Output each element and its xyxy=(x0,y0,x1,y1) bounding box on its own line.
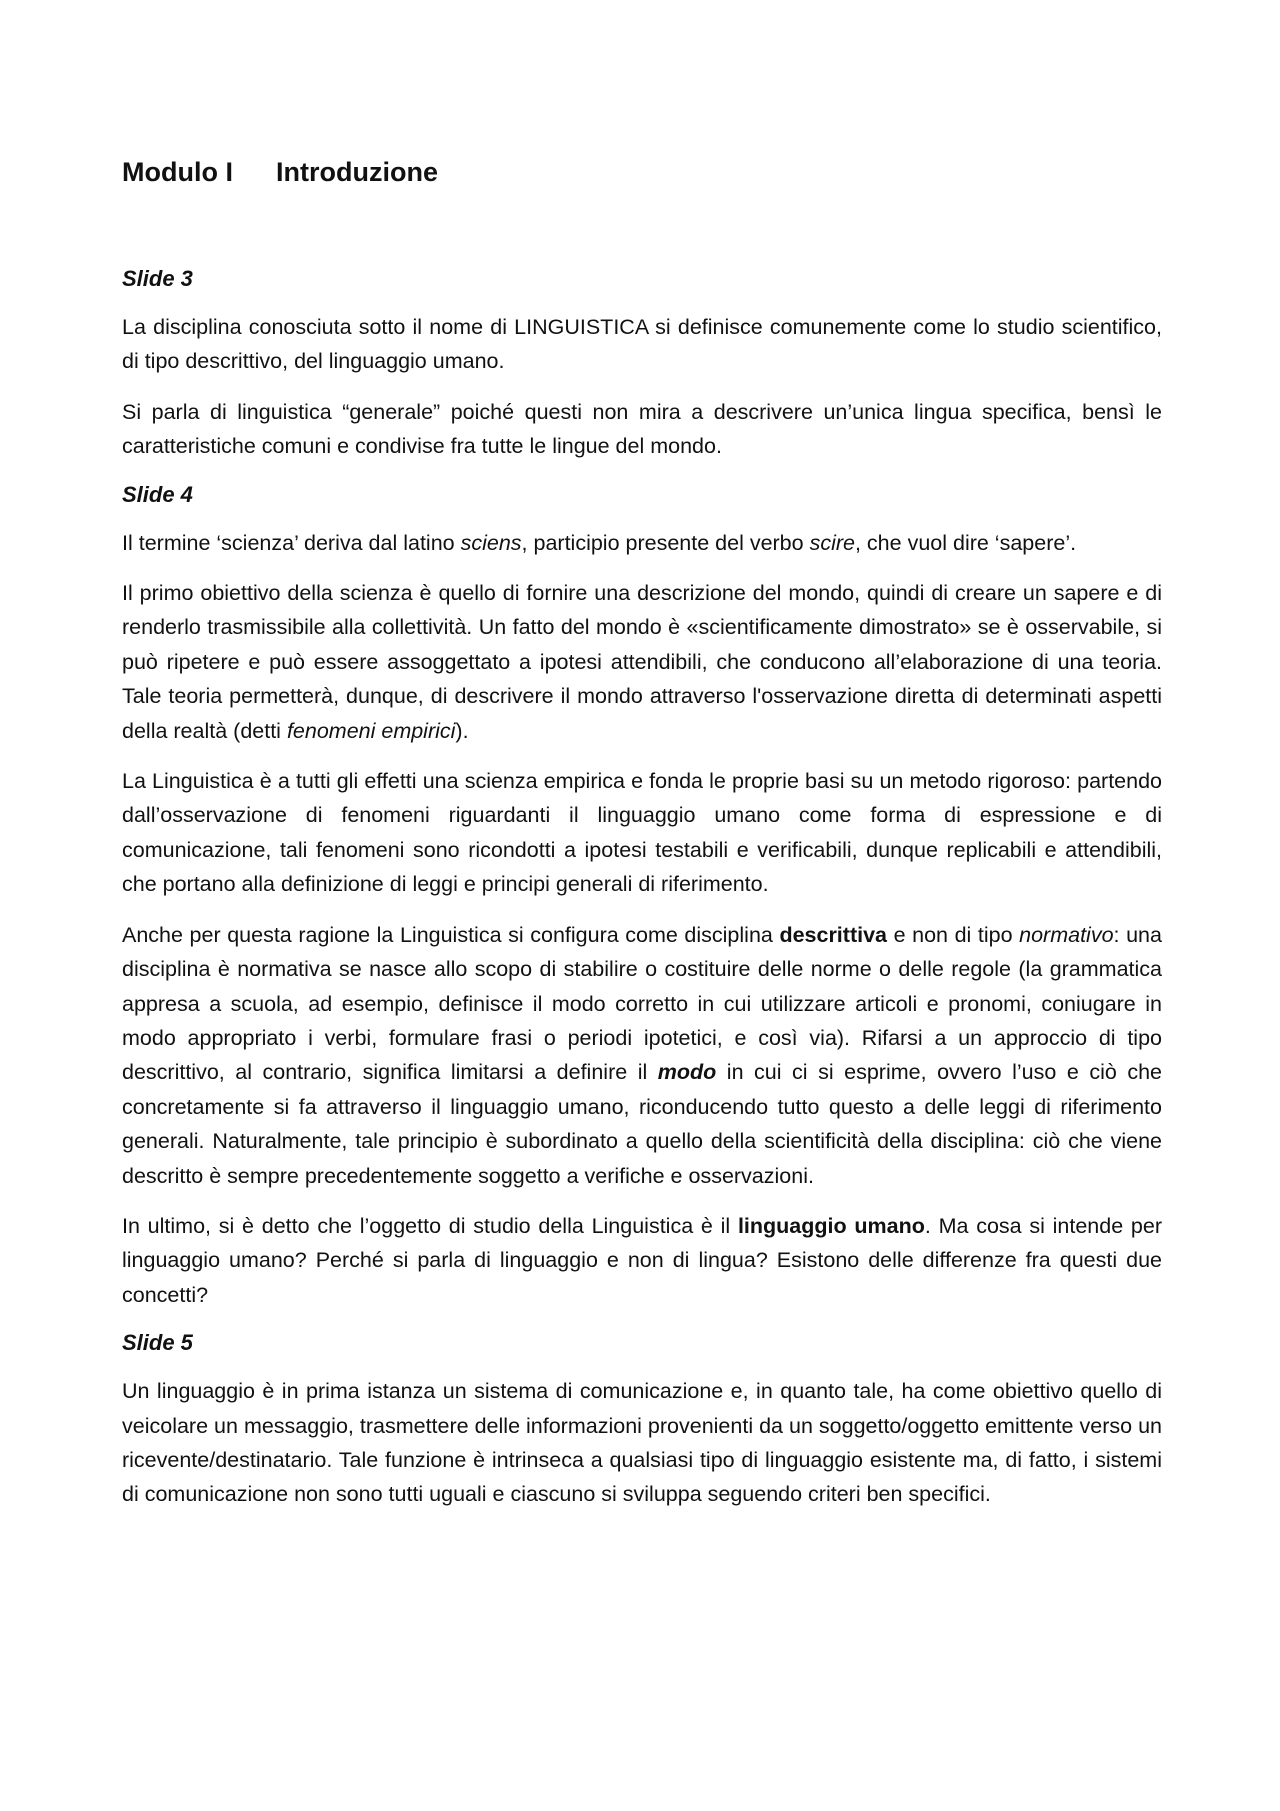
document-content xyxy=(122,150,1162,1512)
module-name: Introduzione xyxy=(276,157,438,187)
bold-term-descrittiva: descrittiva xyxy=(779,922,887,947)
slide-4-paragraph-5: In ultimo, si è detto che l’oggetto di studio della Linguistica è il linguaggio umano. Ma cosa si intende per linguaggio umano? Perché si parla di linguaggio e non di lingua? Esistono delle differenze fra questi due concetti? xyxy=(122,1213,1163,1307)
slide-5-paragraph-1: Un linguaggio è in prima istanza un sistema di comunicazione e, in quanto tale, ha come obiettivo quello di veicolare un messaggio, trasmettere delle informazioni provenienti da un soggetto/oggetto emittente verso un ricevente/destinatario. Tale funzione è intrinseca a qualsiasi tipo di linguaggio esistente ma, di fatto, i sistemi di comunicazione non sono tutti uguali e ciascuno si sviluppa seguendo criteri ben specifici. xyxy=(122,1379,1162,1507)
italic-term-scire: scire xyxy=(809,530,855,555)
slide-4-paragraph-4: Anche per questa ragione la Linguistica si configura come disciplina descrittiva e non di tipo normativo: una disciplina è normativa se nasce allo scopo di stabilire o costituire delle norme o delle regole (la grammatica appresa a scuola, ad esempio, definisce il modo corretto in cui utilizzare articoli e pronomi, coniugare in modo appropriato i verbi, formulare frasi o periodi ipotetici, e così via). Rifarsi a un approccio di tipo descrittivo, al contrario, significa limitarsi a definire il modo in cui ci si esprime, ovvero l’uso e ciò che concretamente si fa attraverso il linguaggio umano, riconducendo tutto questo a delle leggi di riferimento generali. Naturalmente, tale principio è subordinato a quello della scientificità della disciplina: ciò che viene descritto è sempre precedentemente soggetto a verifiche e osservazioni. xyxy=(122,922,1162,1188)
slide-4-paragraph-2: Il primo obiettivo della scienza è quello di fornire una descrizione del mondo, quindi di creare un sapere e di renderlo trasmissibile alla collettività. Un fatto del mondo è «scientificamente dimostrato» se è osservabile, si può ripetere e può essere assoggettato a ipotesi attendibili, che conducono all’elaborazione di una teoria. Tale teoria permetterà, dunque, di descrivere il mondo attraverso l'osservazione diretta di determinati aspetti della realtà (detti fenomeni empirici). xyxy=(122,581,1162,743)
slide-4-heading: Slide 4 xyxy=(122,481,193,507)
bold-term-linguaggio-umano: linguaggio umano xyxy=(737,1213,925,1238)
italic-term-fenomeni-empirici: fenomeni empirici xyxy=(286,718,456,743)
module-number: Modulo I xyxy=(122,157,233,187)
slide-3-heading: Slide 3 xyxy=(122,266,193,291)
slide-4-paragraph-3: La Linguistica è a tutti gli effetti una scienza empirica e fonda le proprie basi su un metodo rigoroso: partendo dall’osservazione di fenomeni riguardanti il linguaggio umano come forma di espressione e di comunicazione, tali fenomeni sono ricondotti a ipotesi testabili e verificabili, dunque replicabili e attendibili, che portano alla definizione di leggi e principi generali di riferimento. xyxy=(122,769,1162,897)
bold-italic-term-modo: modo xyxy=(657,1060,717,1085)
slide-5-heading: Slide 5 xyxy=(122,1330,193,1356)
slide-3-paragraph-2: Si parla di linguistica “generale” poiché questi non mira a descrivere un’unica lingua specifica, bensì le caratteristiche comuni e condivise fra tutte le lingue del mondo. xyxy=(122,399,1162,459)
italic-term-normativo: normativo xyxy=(1019,922,1114,947)
module-title xyxy=(122,150,1162,194)
slide-4-paragraph-1: Il termine ‘scienza’ deriva dal latino sciens, participio presente del verbo scire, che vuol dire ‘sapere’. xyxy=(122,530,1077,555)
slide-3-paragraph-1: La disciplina conosciuta sotto il nome di LINGUISTICA si definisce comunemente come lo studio scientifico, di tipo descrittivo, del linguaggio umano. xyxy=(122,315,1162,374)
italic-term-sciens: sciens xyxy=(460,530,522,555)
